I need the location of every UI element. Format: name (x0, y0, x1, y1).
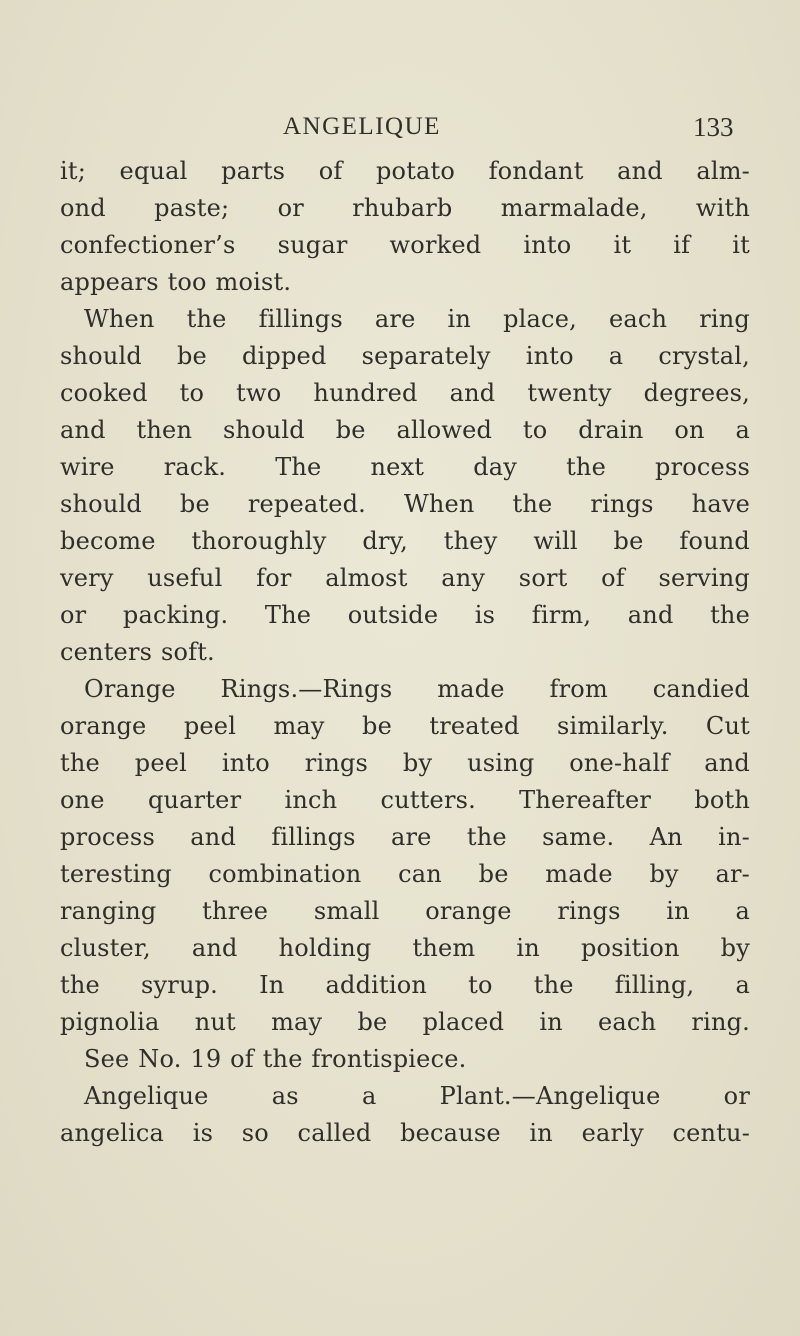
text-line: very useful for almost any sort of serving (60, 564, 750, 592)
page-number: 133 (693, 112, 734, 142)
text-line: should be dipped separately into a crystal, (60, 342, 750, 370)
body-text (60, 153, 750, 1152)
text-line: appears too moist. (60, 268, 292, 296)
text-line: When the fillings are in place, each ring (84, 305, 750, 333)
text-line: should be repeated. When the rings have (60, 490, 750, 518)
text-line: teresting combination can be made by ar- (60, 860, 750, 888)
text-line: orange peel may be treated similarly. Cut (60, 712, 750, 740)
text-line: process and fillings are the same. An in- (60, 823, 750, 851)
text-line: Orange Rings.—Rings made from candied (84, 675, 750, 703)
text-line: the peel into rings by using one-half and (60, 749, 750, 777)
running-head: ANGELIQUE (283, 113, 441, 140)
text-line: the syrup. In addition to the filling, a (60, 971, 750, 999)
text-line: cluster, and holding them in position by (60, 934, 750, 962)
text-line: ond paste; or rhubarb marmalade, with (60, 194, 750, 222)
text-line: or packing. The outside is firm, and the (60, 601, 750, 629)
text-line: one quarter inch cutters. Thereafter both (60, 786, 750, 814)
text-line: ranging three small orange rings in a (60, 897, 750, 925)
text-line: and then should be allowed to drain on a (60, 416, 750, 444)
text-line: confectioner’s sugar worked into it if it (60, 231, 750, 259)
text-line: pignolia nut may be placed in each ring. (60, 1008, 750, 1036)
text-line: cooked to two hundred and twenty degrees, (60, 379, 750, 407)
text-line: angelica is so called because in early centu- (60, 1119, 750, 1147)
text-line: Angelique as a Plant.—Angelique or (84, 1082, 750, 1110)
text-line: become thoroughly dry, they will be found (60, 527, 750, 555)
text-line: it; equal parts of potato fondant and alm- (60, 157, 750, 185)
text-line: wire rack. The next day the process (60, 453, 750, 481)
text-line: centers soft. (60, 638, 215, 666)
text-line: See No. 19 of the frontispiece. (84, 1045, 467, 1073)
